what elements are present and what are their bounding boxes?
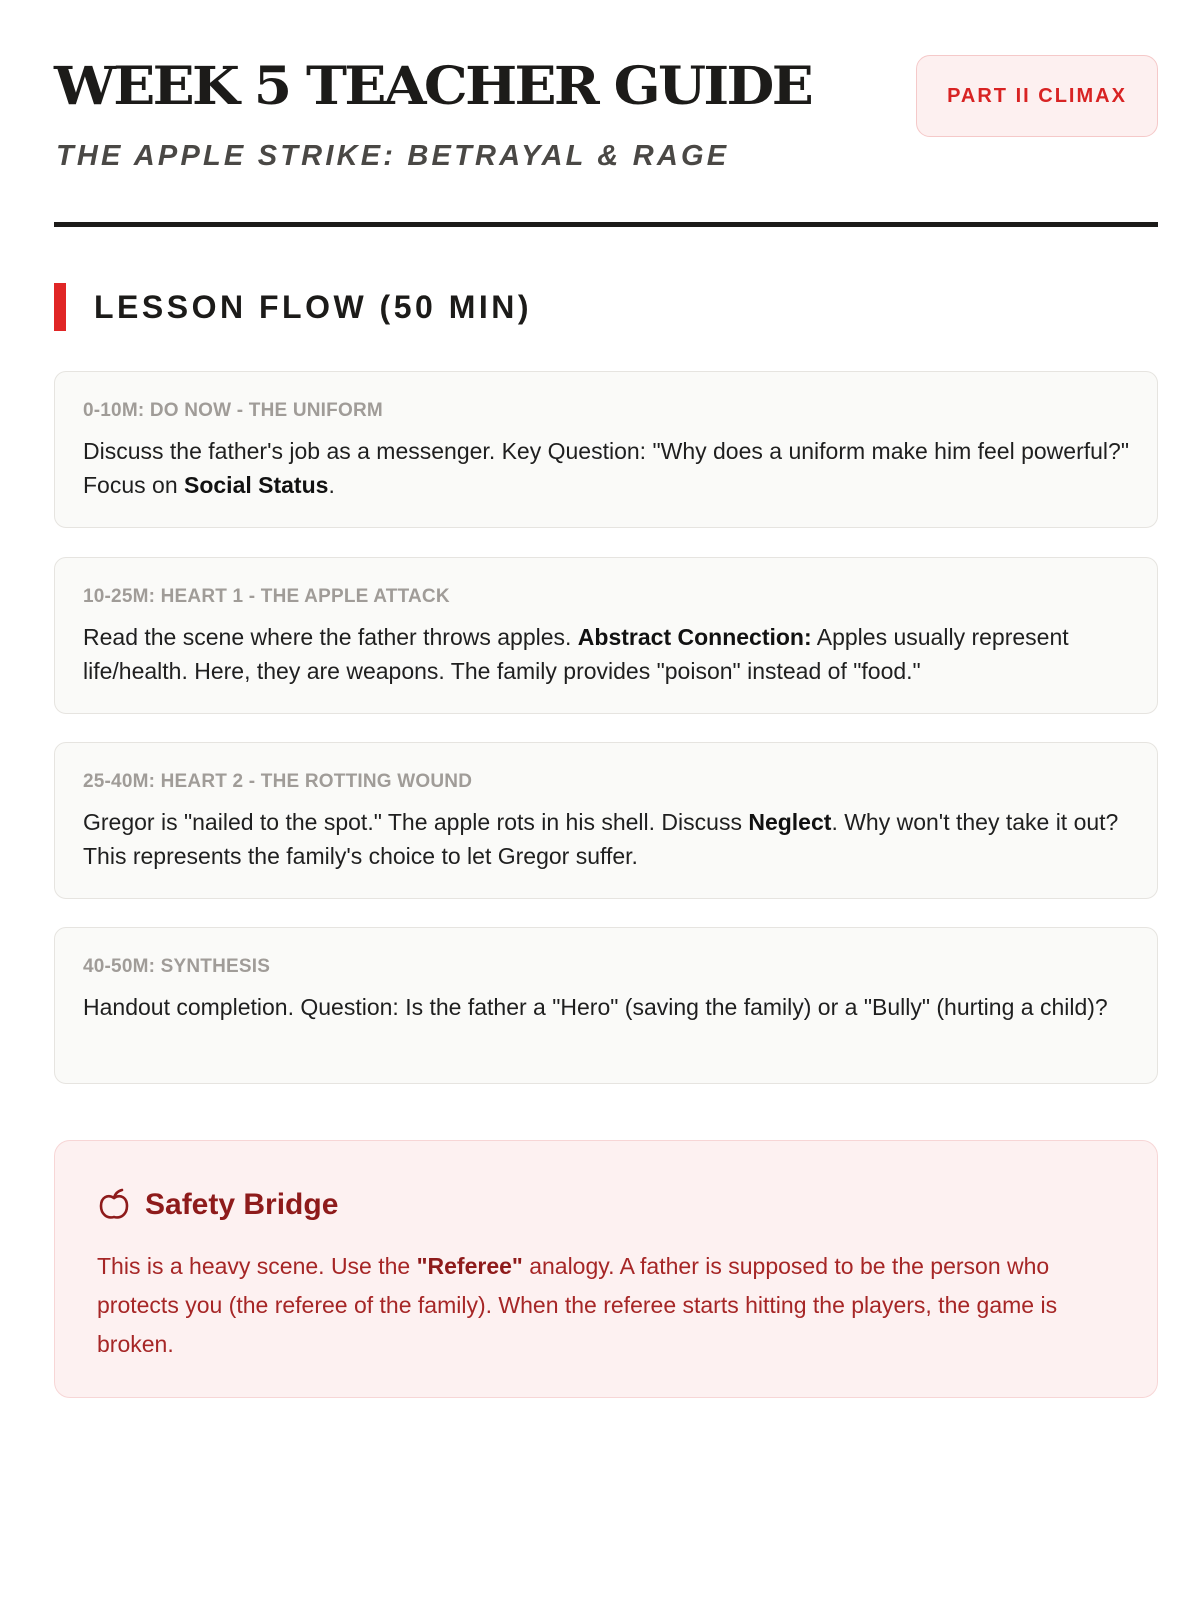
safety-text: This is a heavy scene. Use the (97, 1253, 417, 1279)
lesson-step-card (54, 557, 1158, 714)
step-text: Read the scene where the father throws apples. (83, 624, 578, 650)
step-text: Apples usually represent life/health. Here, they are weapons. The family provides "poison" instead of "food." (83, 624, 1069, 684)
lesson-flow-heading (54, 283, 532, 331)
step-text: Discuss the father's job as a messenger. Key Question: "Why does a uniform make him feel powerful?" Focus on (83, 438, 1129, 498)
step-description (83, 620, 1129, 688)
lesson-step-card (54, 742, 1158, 899)
step-key-term: Neglect (748, 809, 832, 835)
safety-bridge-heading (97, 1185, 1117, 1225)
part-badge-label: PART II CLIMAX (947, 84, 1127, 107)
lesson-step-card (54, 927, 1158, 1084)
safety-key-term: "Referee" (416, 1253, 523, 1279)
step-description (83, 805, 1129, 873)
apple-icon (97, 1188, 131, 1222)
page-subtitle: THE APPLE STRIKE: BETRAYAL & RAGE (56, 140, 730, 172)
safety-text: analogy. A father is supposed to be the person who protects you (the referee of the family). When the referee starts hitting the players, the game is broken. (97, 1253, 1058, 1357)
step-text: . (328, 472, 335, 498)
step-key-term: Social Status (184, 472, 329, 498)
step-text: Gregor is "nailed to the spot." The apple rots in his shell. Discuss (83, 809, 749, 835)
page-title: WEEK 5 TEACHER GUIDE (54, 56, 812, 117)
step-time-label: 0-10M: DO NOW - THE UNIFORM (83, 400, 383, 421)
step-key-term: Abstract Connection: (577, 624, 812, 650)
safety-bridge-callout (54, 1140, 1158, 1398)
section-accent-bar (54, 283, 66, 331)
lesson-step-card (54, 371, 1158, 528)
step-time-label: 40-50M: SYNTHESIS (83, 956, 271, 977)
step-time-label: 10-25M: HEART 1 - THE APPLE ATTACK (83, 586, 450, 607)
part-badge (916, 55, 1158, 137)
teacher-guide-page (54, 0, 1158, 1357)
section-title: LESSON FLOW (50 MIN) (94, 288, 532, 325)
header-divider (54, 222, 1158, 227)
guide-header (54, 0, 1158, 230)
step-text: . Why won't they take it out? This represents the family's choice to let Gregor suffer. (83, 809, 1119, 869)
step-text: Handout completion. Question: Is the father a "Hero" (saving the family) or a "Bully" (hurting a child)? (83, 994, 1108, 1020)
step-description (83, 434, 1129, 502)
safety-bridge-text (97, 1247, 1117, 1364)
step-description (83, 990, 1129, 1024)
safety-bridge-title: Safety Bridge (145, 1188, 339, 1221)
step-time-label: 25-40M: HEART 2 - THE ROTTING WOUND (83, 771, 473, 792)
